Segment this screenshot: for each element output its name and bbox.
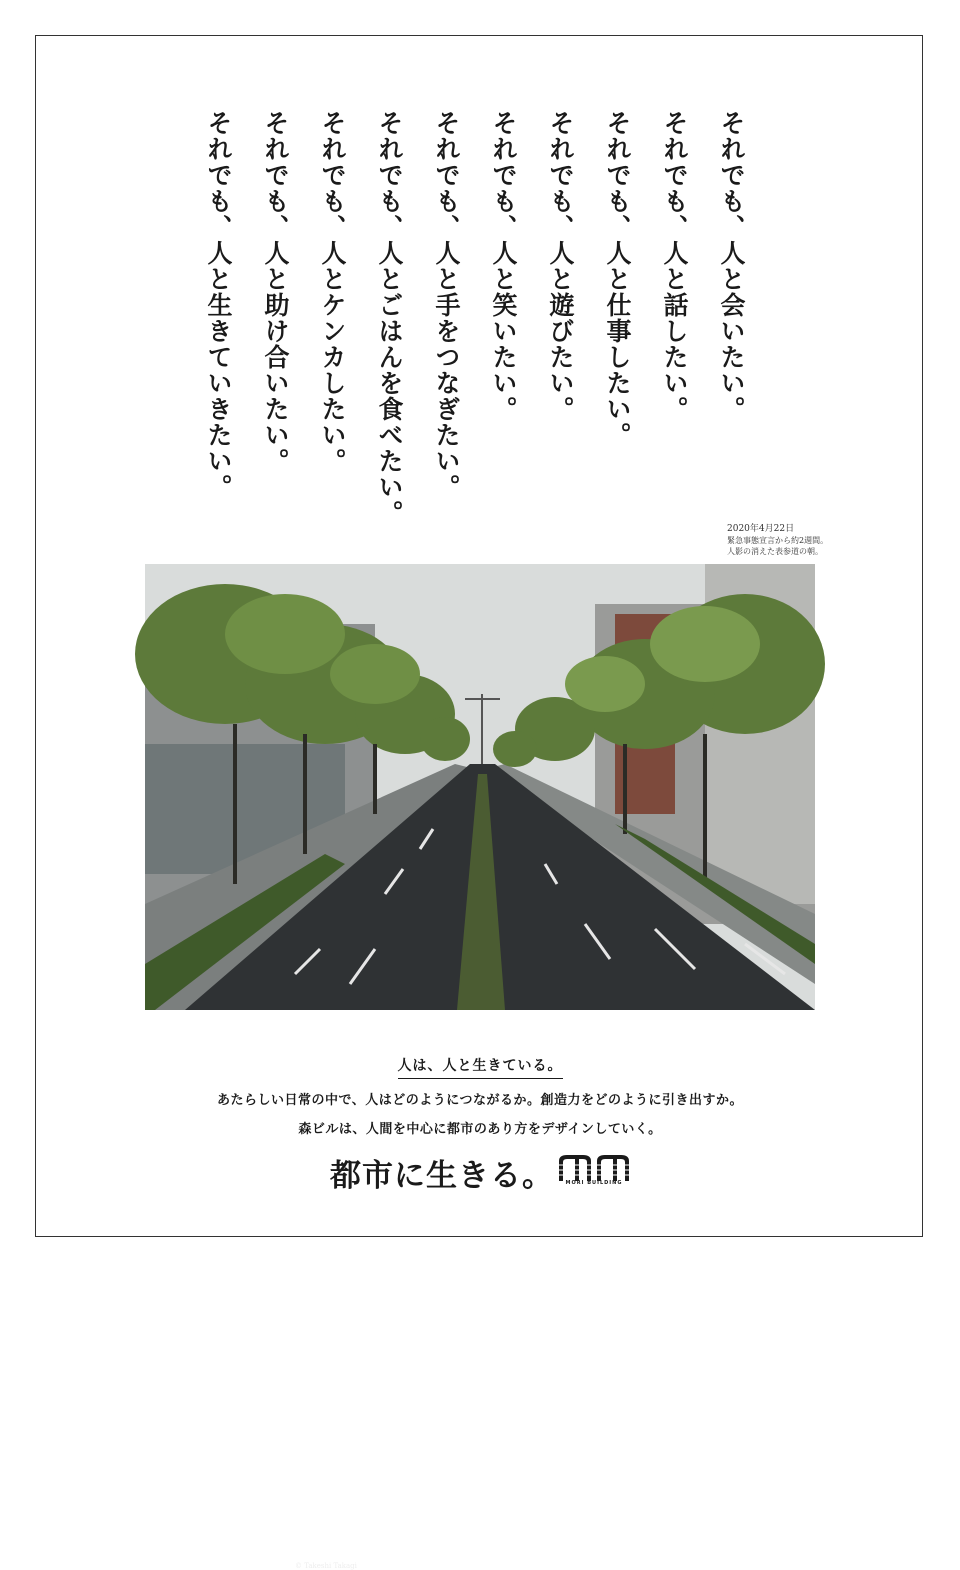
poem-line: それでも、人と仕事したい。 [603,110,632,448]
tagline: 都市に生きる。 [330,1158,554,1194]
poem-line: それでも、人と助け合いたい。 [261,110,290,474]
poem-line: それでも、人と話したい。 [660,110,689,422]
photo-credit: © Takeshi Takagi [295,1562,357,1570]
vertical-poem [190,110,760,526]
copy-line: あたらしい日常の中で、人はどのようにつながるか。創造力をどのように引き出すか。 [217,1093,743,1108]
copy-line: 森ビルは、人間を中心に都市のあり方をデザインしていく。 [298,1122,662,1137]
poem-line: それでも、人と遊びたい。 [546,110,575,422]
poem-line: それでも、人と手をつなぎたい。 [432,110,461,500]
logo-text: MORI BUILDING [565,1180,623,1186]
copy-headline: 人は、人と生きている。 [398,1055,563,1079]
body-copy [0,1055,960,1137]
poem-line: それでも、人と生きていきたい。 [204,110,233,500]
street-photo-illustration [145,564,815,1010]
poem-line: それでも、人と会いたい。 [717,110,746,422]
caption-line: 緊急事態宣言から約2週間。 [727,536,829,545]
poem-line: それでも、人と笑いたい。 [489,110,518,422]
poem-line: それでも、人とケンカしたい。 [318,110,347,474]
poem-line: それでも、人とごはんを食べたい。 [375,110,404,526]
caption-line: 人影の消えた表参道の朝。 [727,547,823,556]
photo-caption [727,524,828,557]
caption-date: 2020年4月22日 [727,524,795,534]
